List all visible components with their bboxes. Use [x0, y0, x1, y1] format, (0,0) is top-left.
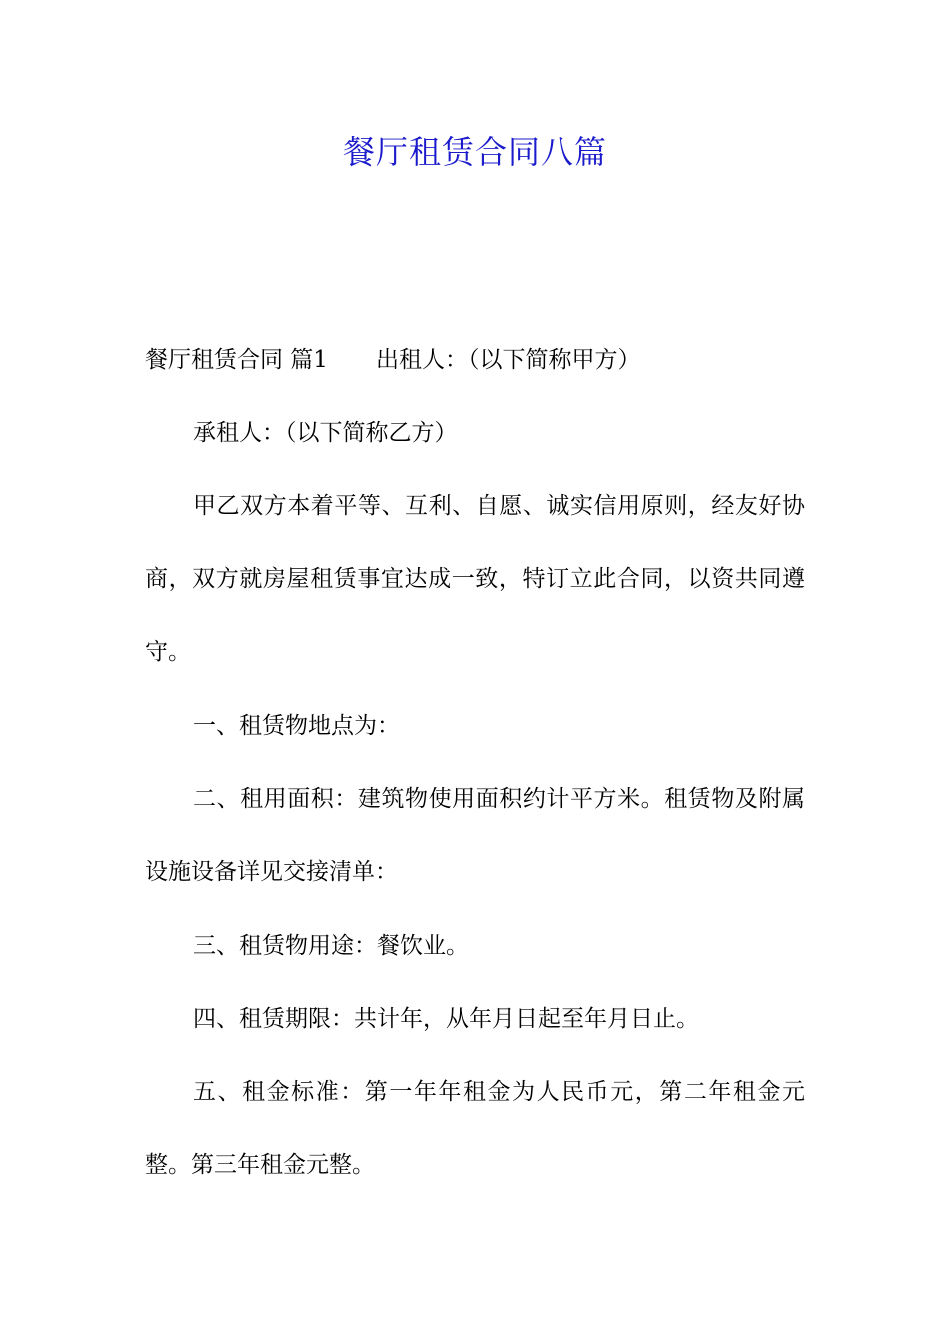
clause-area: 二、租用面积：建筑物使用面积约计平方米。租赁物及附属设施设备详见交接清单：: [145, 786, 805, 885]
clause-rent: 五、租金标准：第一年年租金为人民币元，第二年租金元整。第三年租金元整。: [145, 1079, 805, 1178]
clause-term: 四、租赁期限：共计年，从年月日起至年月日止。: [193, 1006, 699, 1032]
section-heading-line: [145, 336, 805, 384]
preamble-paragraph: 甲乙双方本着平等、互利、自愿、诚实信用原则，经友好协商，双方就房屋租赁事宜达成一致，特订立此合同，以资共同遵守。: [145, 493, 805, 665]
lessee-paragraph: 承租人：（以下简称乙方）: [193, 420, 458, 446]
clause-usage: 三、租赁物用途：餐饮业。: [193, 933, 469, 959]
clause-location: 一、租赁物地点为：: [193, 713, 400, 739]
document-body: [145, 336, 805, 1227]
lessor-line: 出租人：（以下简称甲方）: [375, 347, 641, 373]
document-title: 餐厅租赁合同八篇: [342, 133, 607, 171]
section-label: 餐厅租赁合同 篇1: [145, 347, 328, 373]
